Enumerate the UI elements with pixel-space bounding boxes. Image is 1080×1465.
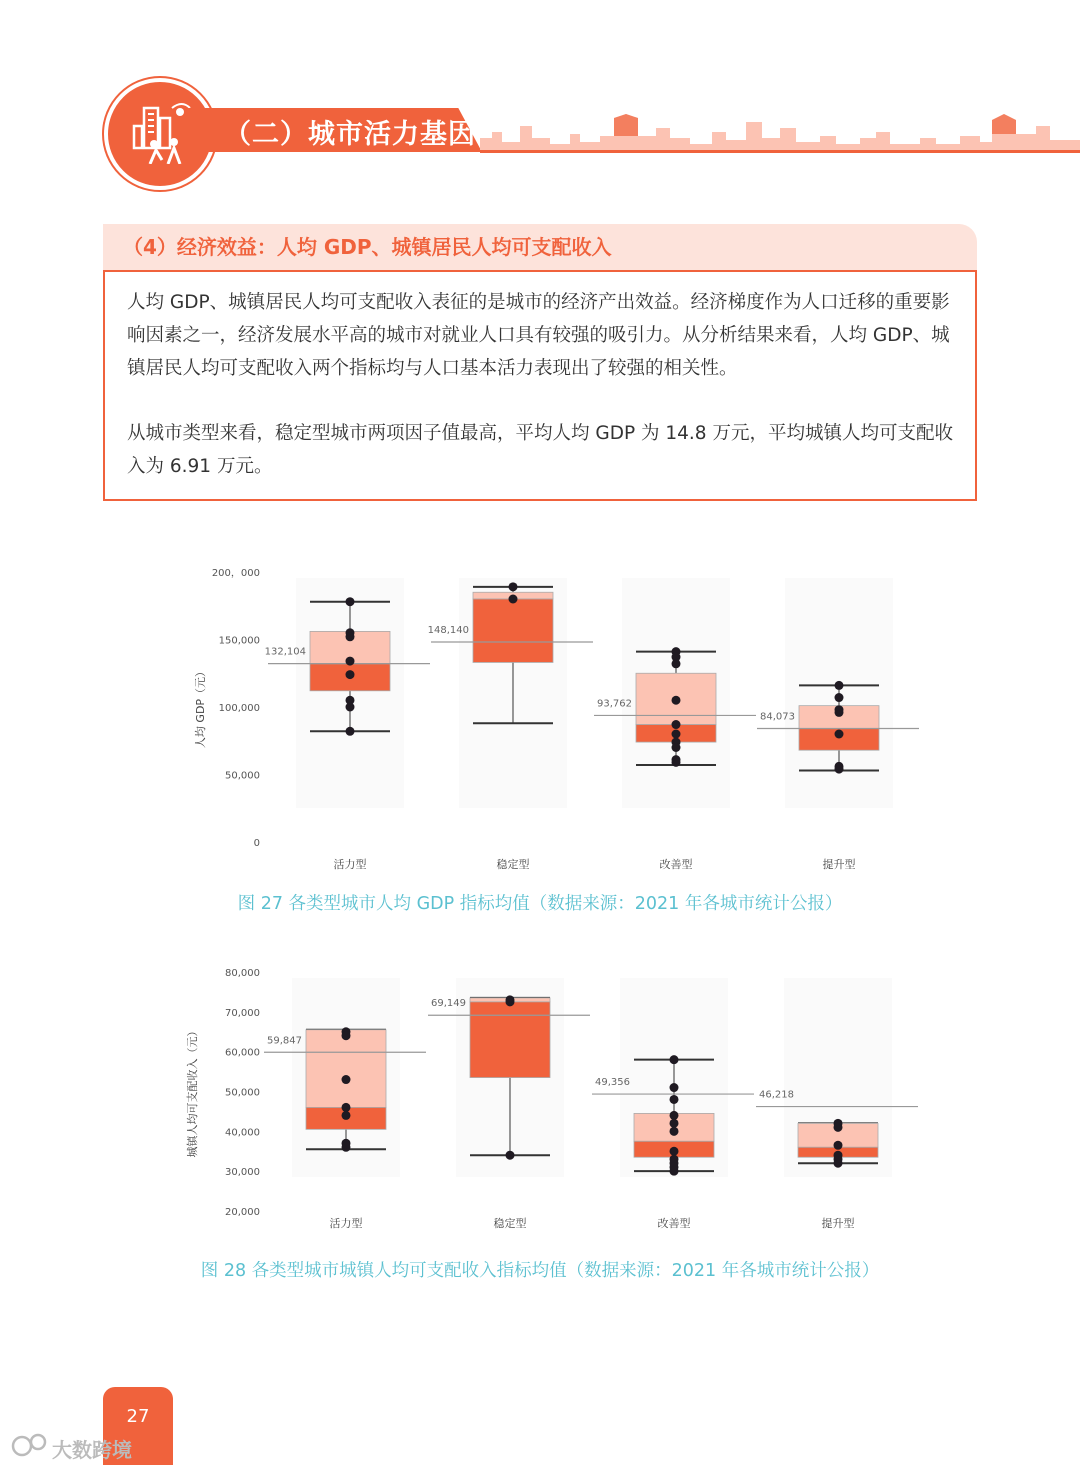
page-number: 27 bbox=[126, 1406, 150, 1427]
skyline-decoration bbox=[480, 108, 1080, 152]
gdp-data-point bbox=[346, 632, 355, 641]
gdp-data-point bbox=[672, 720, 681, 729]
watermark-text: 大数跨境 bbox=[52, 1438, 132, 1462]
income-data-point bbox=[670, 1119, 679, 1128]
gdp-y-axis-label: 人均 GDP（元） bbox=[194, 665, 207, 749]
income-data-point bbox=[342, 1143, 351, 1152]
figure-28-caption: 图 28 各类型城市城镇人均可支配收入指标均值（数据来源：2021 年各城市统计公报） bbox=[200, 1261, 880, 1281]
income-ytick-label: 30,000 bbox=[225, 1167, 260, 1179]
gdp-data-point bbox=[835, 693, 844, 702]
income-ytick-label: 80,000 bbox=[225, 968, 260, 979]
city-building-icon bbox=[130, 100, 194, 164]
income-data-point bbox=[342, 1031, 351, 1040]
income-ytick-label: 50,000 bbox=[225, 1087, 260, 1099]
income-ytick-label: 20,000 bbox=[225, 1207, 260, 1218]
income-data-point bbox=[670, 1111, 679, 1120]
gdp-category-label-3: 提升型 bbox=[822, 858, 856, 871]
gdp-data-point bbox=[672, 758, 681, 767]
gdp-data-point bbox=[346, 703, 355, 712]
paragraph-1: 人均 GDP、城镇居民人均可支配收入表征的是城市的经济产出效益。经济梯度作为人口迁移的重要影响因素之一，经济发展水平高的城市对就业人口具有较强的吸引力。从分析结果来看，人均 GDP、城镇居民人均可支配收入两个指标均与人口基本活力表现出了较强的相关性。 bbox=[127, 292, 950, 379]
gdp-ytick-label: 200，000 bbox=[211, 568, 260, 579]
income-category-label-1: 稳定型 bbox=[493, 1217, 527, 1230]
section-heading: （4）经济效益：人均 GDP、城镇居民人均可支配收入 bbox=[103, 224, 977, 270]
income-box-upper-0 bbox=[306, 1030, 386, 1108]
gdp-data-point bbox=[835, 730, 844, 739]
income-data-point bbox=[670, 1147, 679, 1156]
income-data-point bbox=[834, 1159, 843, 1168]
income-ytick-label: 60,000 bbox=[225, 1047, 260, 1059]
income-boxplot-chart bbox=[180, 958, 940, 1238]
gdp-data-point bbox=[346, 670, 355, 679]
gdp-mean-label-3: 84,073 bbox=[760, 711, 795, 723]
income-mean-label-2: 49,356 bbox=[595, 1077, 630, 1089]
income-data-point bbox=[670, 1083, 679, 1092]
section-body bbox=[103, 270, 977, 501]
section-box bbox=[103, 224, 977, 501]
income-data-point bbox=[834, 1141, 843, 1150]
gdp-data-point bbox=[346, 657, 355, 666]
gdp-mean-label-0: 132,104 bbox=[264, 646, 306, 658]
page-header bbox=[0, 0, 1080, 200]
gdp-data-point bbox=[835, 765, 844, 774]
income-ytick-label: 70,000 bbox=[225, 1007, 260, 1019]
gdp-data-point bbox=[672, 696, 681, 705]
gdp-category-label-0: 活力型 bbox=[333, 858, 367, 871]
header-rule bbox=[480, 150, 1080, 153]
income-data-point bbox=[670, 1167, 679, 1176]
gdp-mean-label-1: 148,140 bbox=[427, 625, 469, 637]
gdp-data-point bbox=[672, 730, 681, 739]
income-data-point bbox=[342, 1103, 351, 1112]
income-ytick-label: 40,000 bbox=[225, 1127, 260, 1139]
gdp-data-point bbox=[509, 595, 518, 604]
watermark bbox=[10, 1430, 150, 1460]
gdp-category-label-1: 稳定型 bbox=[496, 858, 530, 871]
gdp-category-label-2: 改善型 bbox=[659, 858, 693, 871]
gdp-box-lower-1 bbox=[473, 599, 553, 662]
income-category-label-2: 改善型 bbox=[657, 1217, 691, 1230]
income-data-point bbox=[670, 1127, 679, 1136]
gdp-boxplot-chart bbox=[180, 558, 940, 878]
income-category-label-3: 提升型 bbox=[821, 1217, 855, 1230]
income-data-point bbox=[506, 997, 515, 1006]
figure-27-caption: 图 27 各类型城市人均 GDP 指标均值（数据来源：2021 年各城市统计公报） bbox=[237, 894, 843, 914]
header-title: （二）城市活力基因 bbox=[224, 119, 476, 150]
gdp-data-point bbox=[672, 743, 681, 752]
paragraph-2: 从城市类型来看，稳定型城市两项因子值最高，平均人均 GDP 为 14.8 万元，平均城镇人均可支配收入为 6.91 万元。 bbox=[127, 423, 953, 477]
income-mean-label-1: 69,149 bbox=[431, 998, 466, 1010]
income-mean-label-3: 46,218 bbox=[759, 1089, 794, 1101]
gdp-mean-label-2: 93,762 bbox=[597, 698, 632, 710]
income-data-point bbox=[342, 1111, 351, 1120]
gdp-ytick-label: 0 bbox=[253, 838, 260, 849]
income-category-label-0: 活力型 bbox=[329, 1217, 363, 1230]
gdp-data-point bbox=[509, 582, 518, 591]
income-data-point bbox=[670, 1055, 679, 1064]
gdp-ytick-label: 100,000 bbox=[218, 703, 260, 714]
gdp-data-point bbox=[346, 597, 355, 606]
watermark-logo-icon bbox=[10, 1430, 50, 1460]
gdp-data-point bbox=[835, 681, 844, 690]
gdp-data-point bbox=[346, 727, 355, 736]
gdp-ytick-label: 150,000 bbox=[218, 635, 260, 647]
income-box-lower-1 bbox=[470, 1002, 550, 1078]
income-data-point bbox=[342, 1075, 351, 1084]
income-y-axis-label: 城镇人均可支配收入（元） bbox=[186, 1025, 199, 1158]
income-mean-label-0: 59,847 bbox=[267, 1035, 302, 1047]
income-data-point bbox=[506, 1151, 515, 1160]
gdp-data-point bbox=[835, 708, 844, 717]
gdp-ytick-label: 50,000 bbox=[225, 770, 260, 782]
income-data-point bbox=[670, 1095, 679, 1104]
gdp-data-point bbox=[672, 659, 681, 668]
income-data-point bbox=[834, 1123, 843, 1132]
